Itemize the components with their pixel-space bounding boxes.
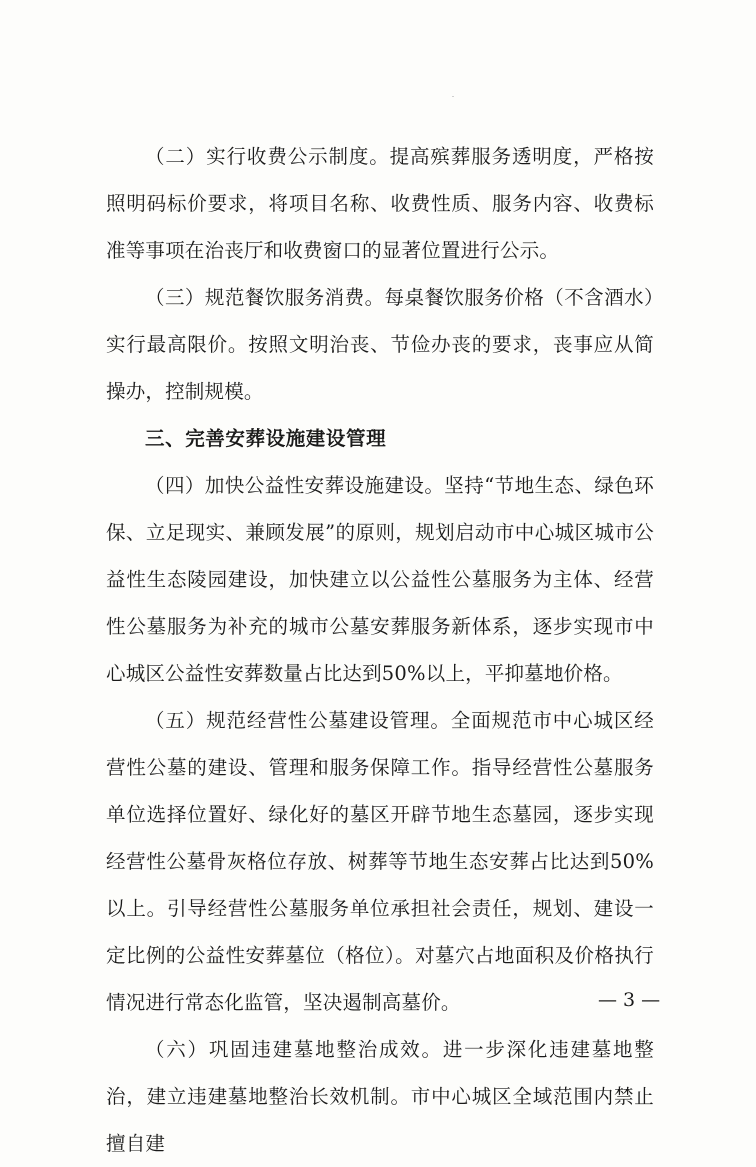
- paragraph-5-commercial-cemetery: （五）规范经营性公墓建设管理。全面规范市中心城区经营性公墓的建设、管理和服务保障工作。指导经营性公墓服务单位选择位置好、绿化好的墓区开辟节地生态墓园，逐步实现经营性公墓骨灰格位存放、树葬等节地生态安葬占比达到50%以上。引导经营性公墓服务单位承担社会责任，规划、建设一定比例的公益性安葬墓位（格位）。对墓穴占地面积及价格执行情况进行常态化监管，坚决遏制高墓价。: [106, 709, 654, 1014]
- scan-artifact: [452, 96, 454, 97]
- document-body: [106, 133, 654, 1167]
- paragraph-6-illegal-cemetery-rectification: （六）巩固违建墓地整治成效。进一步深化违建墓地整治，建立违建墓地整治长效机制。市中心城区全域范围内禁止擅自建: [106, 1038, 654, 1155]
- paragraph-2-fee-disclosure: （二）实行收费公示制度。提高殡葬服务透明度，严格按照明码标价要求，将项目名称、收费性质、服务内容、收费标准等事项在治丧厅和收费窗口的显著位置进行公示。: [106, 145, 654, 262]
- paragraph-3-catering-regulation: （三）规范餐饮服务消费。每桌餐饮服务价格（不含酒水）实行最高限价。按照文明治丧、节俭办丧的要求，丧事应从简操办，控制规模。: [106, 286, 654, 403]
- paragraph-4-public-burial-facilities: （四）加快公益性安葬设施建设。坚持“节地生态、绿色环保、立足现实、兼顾发展”的原则，规划启动市中心城区城市公益性生态陵园建设，加快建立以公益性公墓服务为主体、经营性公墓服务为补充的城市公墓安葬服务新体系，逐步实现市中心城区公益性安葬数量占比达到50%以上，平抑墓地价格。: [106, 474, 654, 685]
- section-heading-3: 三、完善安葬设施建设管理: [145, 427, 387, 450]
- page-number: — 3 —: [598, 989, 661, 1011]
